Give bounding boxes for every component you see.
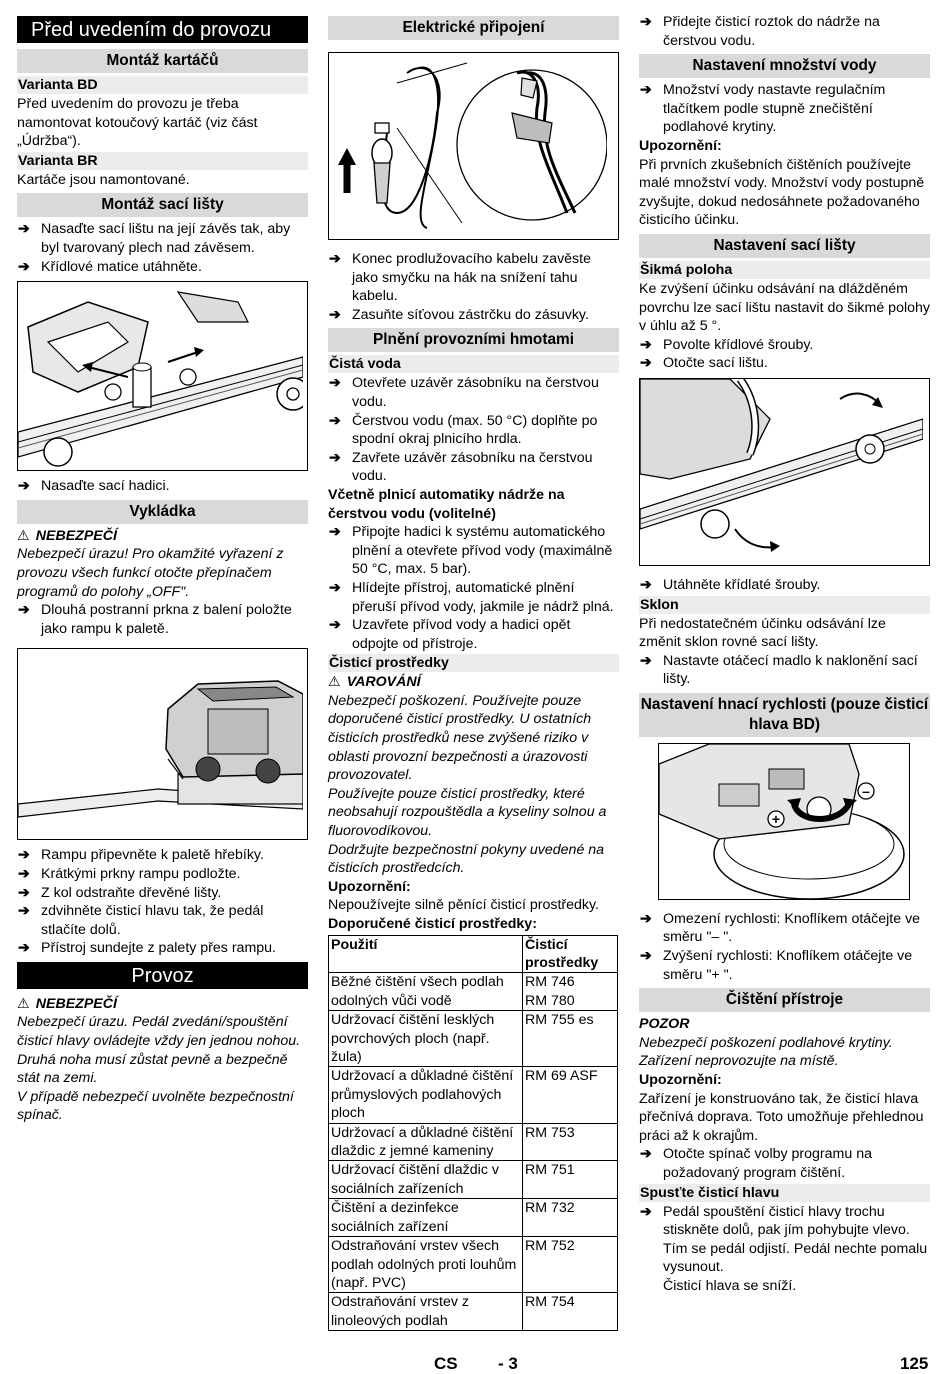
table-cell-product: RM 754	[523, 1293, 618, 1331]
arrow-icon: ➔	[640, 652, 652, 669]
table-row	[329, 1199, 618, 1237]
list-item: ➔ Omezení rychlosti: Knoflíkem otáčejte ve směru "– ".	[640, 910, 921, 946]
arrow-icon: ➔	[640, 948, 652, 965]
variant-bd-text: Před uvedením do provozu je třeba namontovat kotoučový kartáč (viz část „Údržba“).	[17, 96, 258, 150]
detergent-table	[328, 935, 618, 1332]
heading-unload: Vykládka	[17, 500, 308, 524]
danger2-text2: V případě nebezpečí uvolněte bezpečnostní spínač.	[17, 1088, 294, 1124]
footer-lang: CS	[434, 1354, 458, 1373]
note-label: Upozornění:	[639, 137, 722, 154]
sub-tilt: Sklon	[639, 596, 930, 614]
table-cell-usage: Udržovací a důkladné čištění průmyslových podlahových ploch	[329, 1067, 523, 1123]
table-cell-usage: Odstraňování vrstev z linoleových podlah	[329, 1293, 523, 1331]
danger-text: Nebezpečí úrazu! Pro okamžité vyřazení z provozu všech funkcí otočte přepínačem programů do polohy „OFF".	[17, 546, 284, 600]
speed-figure	[658, 743, 910, 900]
heading-operation: Provoz	[17, 962, 308, 989]
warning-text3: Dodržujte bezpečnostní pokyny uvedené na čisticích prostředcích.	[328, 841, 605, 877]
table-row	[329, 1161, 618, 1199]
note-text: Při prvních zkušebních čištěních používejte malé množství vody. Množství vody postupně zvyšujte, dokud nedosáhnete požadovaného čisticího účinku.	[639, 156, 925, 229]
water-steps	[328, 374, 619, 486]
auto-fill-steps	[328, 523, 619, 653]
auto-fill-title: Včetně plnicí automatiky nádrže na čerstvou vodu (volitelné)	[328, 486, 565, 522]
table-header: Čisticí prostředky	[523, 935, 618, 973]
ramp-steps	[17, 846, 308, 958]
warning-text2: Používejte pouze čisticí prostředky, které neobsahují rozpouštědla a kyseliny solnou a fluorovodíkovou.	[328, 785, 607, 840]
table-cell-product: RM 69 ASF	[523, 1067, 618, 1123]
arrow-icon: ➔	[18, 602, 30, 619]
oblique-figure	[639, 378, 930, 566]
list-item: ➔ Zasuňte síťovou zástrčku do zásuvky.	[329, 306, 589, 323]
table-cell-usage: Běžné čištění všech podlah odolných vůči vodě	[329, 973, 523, 1011]
warning-icon: ⚠	[328, 674, 341, 691]
start-head-step2: Čisticí hlava se sníží.	[663, 1277, 797, 1294]
heading-squeegee: Montáž sací lišty	[17, 193, 308, 217]
table-cell-usage: Čištění a dezinfekce sociálních zařízení	[329, 1199, 523, 1237]
minus-label: –	[862, 782, 870, 799]
list-item: ➔ Připojte hadici k systému automatického plnění a otevřete přívod vody (maximálně 50 °C, max. 5 bar).	[329, 524, 613, 578]
arrow-icon: ➔	[18, 478, 30, 495]
note2-label: Upozornění:	[639, 1072, 722, 1089]
table-cell-usage: Odstraňování vrstev všech podlah odolných proti louhům (např. PVC)	[329, 1237, 523, 1293]
list-item: ➔ Krátkými prkny rampu podložte.	[18, 865, 241, 882]
list-item: ➔ Dlouhá postranní prkna z balení položte jako rampu k paletě.	[18, 602, 292, 637]
list-item: ➔ Čerstvou vodu (max. 50 °C) doplňte po spodní okraj plnicího hrdla.	[329, 412, 598, 448]
note-text: Nepoužívejte silně pěnící čisticí prostředky.	[328, 897, 599, 914]
list-item: ➔ Rampu připevněte k paletě hřebíky.	[18, 847, 264, 864]
list-item: ➔ zdvihněte čisticí hlavu tak, že pedál stlačíte dolů.	[18, 903, 264, 938]
note-label: Upozornění:	[328, 878, 411, 895]
sub-detergent: Čisticí prostředky	[328, 654, 619, 672]
arrow-icon: ➔	[329, 412, 341, 429]
list-item: ➔ Otočte spínač volby programu na požadovaný program čištění.	[640, 1146, 872, 1181]
tilt-text: Při nedostatečném účinku odsávání lze změnit sklon rovné sací lišty.	[639, 615, 886, 651]
variant-br-title: Varianta BR	[17, 152, 308, 170]
arrow-icon: ➔	[18, 865, 30, 882]
table-cell-product: RM 751	[523, 1161, 618, 1199]
table-row	[329, 1237, 618, 1293]
list-item: ➔ Zvýšení rychlosti: Knoflíkem otáčejte ve směru "+ ".	[640, 948, 913, 983]
arrow-icon: ➔	[18, 940, 30, 957]
arrow-icon: ➔	[640, 14, 652, 30]
list-item: ➔ Přidejte čisticí roztok do nádrže na čerstvou vodu.	[640, 14, 880, 49]
caution-label: POZOR	[639, 1016, 690, 1033]
electric-figure	[328, 52, 619, 240]
danger-label: ⚠ NEBEZPEČÍ	[17, 527, 117, 544]
table-header-row	[329, 935, 618, 973]
list-item: ➔ Nastavte otáčecí madlo k naklonění sací lišty.	[640, 652, 918, 688]
heading-squeegee-set: Nastavení sací lišty	[639, 234, 930, 258]
table-row	[329, 1011, 618, 1067]
arrow-icon: ➔	[640, 1146, 652, 1163]
recommended-title: Doporučené čisticí prostředky:	[328, 916, 537, 932]
warning-text: Nebezpečí poškození. Používejte pouze doporučené čisticí prostředky. U ostatních čisticích prostředků nese zvýšené riziko v oblasti provozní bezpečnosti a úrazovosti provozovatel.	[328, 692, 592, 784]
arrow-icon: ➔	[640, 1203, 652, 1220]
sub-start-head: Spusťte čisticí hlavu	[639, 1184, 930, 1202]
arrow-icon: ➔	[329, 251, 341, 267]
list-item: ➔ Zavřete uzávěr zásobníku na čerstvou vodu.	[329, 449, 593, 485]
list-item: ➔ Křídlové matice utáhněte.	[18, 258, 202, 275]
danger2-text: Nebezpečí úrazu. Pedál zvedání/spouštění čisticí hlavy ovládejte vždy jen jednou nohou. Druhá noha musí zůstat pevně a bezpečně stát na zemi.	[17, 1014, 301, 1087]
arrow-icon: ➔	[640, 910, 652, 927]
arrow-icon: ➔	[329, 579, 341, 596]
list-item: ➔ Povolte křídlové šrouby.	[640, 336, 814, 353]
arrow-icon: ➔	[18, 884, 30, 901]
sub-water: Čistá voda	[328, 355, 619, 373]
arrow-icon: ➔	[640, 576, 652, 593]
table-cell-product: RM 753	[523, 1123, 618, 1161]
list-item: ➔ Nasaďte sací lištu na její závěs tak, aby byl tvarovaný plech nad závěsem.	[18, 221, 291, 256]
plus-label: +	[771, 810, 781, 827]
main-title: Před uvedením do provozu	[17, 16, 308, 43]
heading-water-amount: Nastavení množství vody	[639, 54, 930, 78]
list-item: ➔ Utáhněte křídlaté šrouby.	[640, 576, 821, 593]
list-item: ➔ Množství vody nastavte regulačním tlačítkem podle stupně znečištění podlahové krytiny.	[640, 82, 886, 136]
list-item: ➔ Otočte sací lištu.	[640, 355, 768, 372]
speed-steps	[639, 910, 930, 984]
list-item: ➔ Konec prodlužovacího kabelu zavěste jako smyčku na hák na snížení tahu kabelu.	[329, 251, 591, 305]
list-item: ➔ Nasaďte sací hadici.	[18, 478, 170, 495]
variant-br-text: Kartáče jsou namontované.	[17, 171, 190, 188]
footer-page-number: 125	[900, 1354, 929, 1373]
list-item: ➔ Uzavřete přívod vody a hadici opět odpojte od přístroje.	[329, 617, 571, 652]
table-header: Použití	[329, 935, 523, 973]
heading-electric: Elektrické připojení	[328, 16, 619, 40]
arrow-icon: ➔	[640, 336, 652, 353]
list-item: ➔ Hlídejte přístroj, automatické plnění přeruší přívod vody, jakmile je nádrž plná.	[329, 579, 614, 615]
list-item: ➔ Z kol odstraňte dřevěné lišty.	[18, 884, 222, 901]
arrow-icon: ➔	[329, 306, 341, 323]
warning-icon: ⚠	[17, 527, 30, 544]
table-row	[329, 1123, 618, 1161]
arrow-icon: ➔	[18, 847, 30, 864]
table-cell-product: RM 746 RM 780	[523, 973, 618, 1011]
column-3	[639, 16, 930, 1296]
warning-icon: ⚠	[17, 995, 30, 1012]
heading-speed: Nastavení hnací rychlosti (pouze čisticí hlava BD)	[639, 693, 930, 737]
arrow-icon: ➔	[640, 82, 652, 99]
table-cell-usage: Udržovací čištění dlaždic v sociálních zařízeních	[329, 1161, 523, 1199]
note2-text: Zařízení je konstruováno tak, že čisticí hlava přečnívá doprava. Toto umožňuje přehlednou práci až k okrajům.	[639, 1090, 924, 1144]
column-1	[17, 16, 308, 1125]
arrow-icon: ➔	[18, 903, 30, 920]
table-cell-product: RM 752	[523, 1237, 618, 1293]
arrow-icon: ➔	[18, 221, 30, 238]
arrow-icon: ➔	[18, 258, 30, 275]
footer-section: - 3	[498, 1354, 518, 1373]
table-cell-usage: Udržovací a důkladné čištění dlaždic z jemné kameniny	[329, 1123, 523, 1161]
heading-brushes: Montáž kartáčů	[17, 49, 308, 73]
squeegee-steps	[17, 220, 308, 276]
table-row	[329, 1067, 618, 1123]
heading-fill: Plnění provozními hmotami	[328, 328, 619, 352]
sub-oblique: Šikmá poloha	[639, 261, 930, 279]
oblique-steps	[639, 336, 930, 373]
caution-text: Nebezpečí poškození podlahové krytiny. Zařízení neprovozujte na místě.	[639, 1034, 893, 1070]
arrow-icon: ➔	[329, 375, 341, 392]
table-cell-usage: Udržovací čištění lesklých povrchových ploch (např. žula)	[329, 1011, 523, 1067]
danger2-label: ⚠ NEBEZPEČÍ	[17, 995, 117, 1012]
arrow-icon: ➔	[640, 355, 652, 372]
variant-bd-title: Varianta BD	[17, 76, 308, 94]
list-item: ➔ Pedál spouštění čisticí hlavy trochu stiskněte dolů, pak jím pohybujte vlevo. Tím se pedál odjistí. Pedál nechte pomalu vysunout.	[640, 1203, 928, 1276]
pallet-figure	[17, 648, 308, 840]
list-item: ➔ Přístroj sundejte z palety přes rampu.	[18, 940, 276, 957]
table-row	[329, 1293, 618, 1331]
table-cell-product: RM 755 es	[523, 1011, 618, 1067]
oblique-text: Ke zvýšení účinku odsávání na dlážděném povrchu lze sací lištu nastavit do šikmé polohy v úhlu až 5 °.	[639, 280, 930, 335]
squeegee-figure	[17, 281, 308, 471]
column-2	[328, 16, 619, 1331]
arrow-icon: ➔	[329, 617, 341, 634]
arrow-icon: ➔	[329, 524, 341, 541]
table-cell-product: RM 732	[523, 1199, 618, 1237]
table-row	[329, 973, 618, 1011]
arrow-icon: ➔	[329, 449, 341, 466]
electric-steps	[328, 250, 619, 324]
warning-label: ⚠ VAROVÁNÍ	[328, 674, 421, 691]
heading-cleaning: Čištění přístroje	[639, 988, 930, 1012]
list-item: ➔ Otevřete uzávěr zásobníku na čerstvou vodu.	[329, 375, 599, 410]
